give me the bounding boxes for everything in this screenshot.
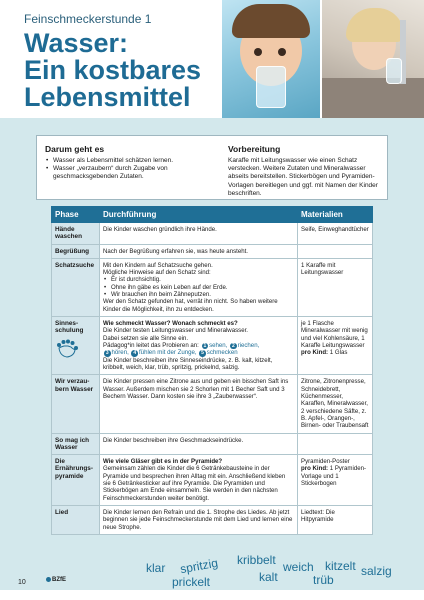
title-line-2: Ein kostbares — [24, 55, 202, 85]
hint-item: • Wir brauchen ihn beim Zähneputzen. — [103, 291, 294, 298]
senses-intro: Pädagog*in leitet das Probieren an: — [103, 341, 199, 349]
table-row — [52, 223, 373, 245]
table-row — [52, 375, 373, 433]
sense-number: 3 — [105, 350, 109, 357]
word-prickelt: prickelt — [172, 575, 211, 589]
materials-cell — [298, 316, 373, 374]
procedure-line: Dabei setzen sie alle Sinne ein. — [103, 334, 189, 342]
title-line-1: Wasser: — [24, 28, 129, 58]
logo-text: BZfE — [52, 577, 66, 584]
procedure-hints-intro: Mögliche Hinweise auf den Schatz sind: — [103, 269, 211, 277]
procedure-cell: Die Kinder waschen gründlich ihre Hände. — [100, 223, 298, 245]
publisher-logo — [46, 577, 66, 583]
procedure-cell: Nach der Begrüßung erfahren sie, was heute ansteht. — [100, 244, 298, 258]
table-row — [52, 316, 373, 374]
materials-cell: Liedtext: Die Hitpyramide — [298, 505, 373, 534]
phase-cell: Lied — [52, 505, 100, 534]
procedure-cell: Die Kinder beschreiben ihre Geschmackseindrücke. — [100, 433, 298, 455]
word-kalt: kalt — [259, 570, 278, 584]
photo-child-at-tap — [322, 0, 424, 118]
header-phase: Phase — [52, 207, 100, 223]
word-salzig: salzig — [361, 564, 392, 578]
hint-item: • Ohne ihn gäbe es kein Leben auf der Erde. — [103, 284, 294, 291]
goals-section — [45, 144, 215, 182]
hints-list — [103, 276, 294, 298]
sense-taste: schmecken — [206, 349, 238, 357]
header-procedure: Durchführung — [100, 207, 298, 223]
preparation-heading: Vorbereitung — [228, 144, 281, 154]
procedure-line: Die Kinder testen Leitungswasser und Mineralwasser. — [103, 327, 248, 335]
materials-per-child: pro Kind: — [301, 349, 329, 357]
procedure-closing: Wer den Schatz gefunden hat, verrät ihn nicht. So haben weitere Kinder die Möglichkeit, ihn zu entdecken. — [103, 298, 278, 313]
sense-hear: hören, — [111, 349, 129, 357]
lesson-kicker: Feinschmeckerstunde 1 — [24, 12, 152, 26]
goals-list — [45, 157, 215, 182]
sense-number: 4 — [133, 350, 137, 357]
word-spritzig: spritzig — [179, 555, 219, 577]
title-line-3: Lebensmittel — [24, 82, 191, 112]
sense-number: 2 — [231, 342, 235, 349]
sense-see: sehen, — [209, 341, 228, 349]
procedure-cell — [100, 258, 298, 316]
materials-per-child: pro Kind: — [301, 465, 329, 473]
header-materials: Materialien — [298, 207, 373, 223]
word-kribbelt: kribbelt — [237, 553, 276, 567]
word-weich: weich — [283, 560, 314, 574]
hint-item: • Er ist durchsichtig. — [103, 276, 294, 283]
materials-text: 1 Glas — [329, 349, 348, 357]
phase-cell: Die Ernährungs-pyramide — [52, 455, 100, 506]
procedure-cell — [100, 455, 298, 506]
goal-item: • Wasser „verzaubern“ durch Zugabe von geschmacksgebenden Zutaten. — [45, 165, 215, 181]
hand-icon — [55, 339, 79, 359]
materials-text: Pyramiden-Poster — [301, 458, 350, 466]
materials-cell: 1 Karaffe mit Leitungswasser — [298, 258, 373, 316]
phase-cell — [52, 316, 100, 374]
materials-cell — [298, 433, 373, 455]
photo-child-drinking — [222, 0, 320, 118]
phase-cell: So mag ich Wasser — [52, 433, 100, 455]
phase-cell: Hände waschen — [52, 223, 100, 245]
phase-cell: Begrüßung — [52, 244, 100, 258]
lesson-table — [51, 206, 373, 535]
table-row — [52, 258, 373, 316]
sense-number: 5 — [201, 350, 204, 357]
table-row — [52, 244, 373, 258]
materials-text: je 1 Flasche Mineralwasser mit wenig und viel Kohlensäure, 1 Karaffe Leitungswasser — [301, 319, 368, 349]
senses-line — [103, 342, 294, 350]
sense-smell: riechen, — [237, 341, 260, 349]
phase-cell: Wir verzau-bern Wasser — [52, 375, 100, 433]
sense-number: 1 — [203, 342, 207, 349]
procedure-question: Wie viele Gläser gibt es in der Pyramide? — [103, 458, 223, 466]
senses-line — [103, 349, 294, 357]
table-row — [52, 455, 373, 506]
preparation-section — [228, 144, 384, 198]
materials-cell — [298, 244, 373, 258]
materials-text: 1 Pyramiden-Vorlage und 1 Stickerbogen — [301, 465, 367, 488]
word-klar: klar — [146, 561, 166, 575]
goal-item: • Wasser als Lebensmittel schätzen lernen. — [45, 157, 215, 165]
procedure-cell: Die Kinder pressen eine Zitrone aus und geben ein bisschen Saft ins Wasser. Außerdem mischen sie 2 Schorlen mit 1 Becher Saft und 3 Bechern Wasser. Dann kosten sie ihre 3 „Zauberwasser“. — [100, 375, 298, 433]
logo-mark-icon — [46, 577, 51, 582]
intro-box — [36, 135, 388, 200]
phase-label: Sinnes-schulung — [55, 319, 84, 335]
materials-cell: Zitrone, Zitronenpresse, Schneidebrett, Küchenmesser, Karaffen, Mineralwasser, 2 verschiedene Säfte, z. B. Apfel-, Orangen-, Birnen- oder Traubensaft — [298, 375, 373, 433]
procedure-lead: Mit den Kindern auf Schatzsuche gehen. — [103, 261, 213, 269]
table-row — [52, 505, 373, 534]
word-trueb: trüb — [313, 573, 334, 587]
preparation-text: Karaffe mit Leitungswasser wie einen Schatz verstecken. Weitere Zutaten und Mineralwasser abseits bereitstellen. Stickerbögen und Pyramiden-Vorlagen bereitlegen und ggf. mit Namen der Kinder beschriften. — [228, 157, 378, 197]
page-number: 10 — [18, 579, 26, 586]
page-header — [0, 0, 424, 118]
procedure-question: Wie schmeckt Wasser? Wonach schmeckt es? — [103, 319, 238, 327]
procedure-line: Gemeinsam zählen die Kinder die 6 Getränkebausteine in der Pyramide und besprechen ihren Alltag mit ein. Anschließend kleben sie 6 Getränkesticker auf ihre Pyramide. Die Pyramiden und Stickerbögen am Ende einsammeln. Sie werden in den nächsten Feinschmeckerstunden weiter benötigt. — [103, 465, 286, 502]
procedure-cell — [100, 316, 298, 374]
phase-cell: Schatzsuche — [52, 258, 100, 316]
procedure-line: Die Kinder beschreiben ihre Sinneseindrücke, z. B. kalt, kitzelt, kribbelt, weich, klar, trüb, spritzig, prickelnd, salzig. — [103, 356, 273, 372]
procedure-cell: Die Kinder lernen den Refrain und die 1. Strophe des Liedes. Ab jetzt beginnen sie jede Feinschmeckerstunde mit dem Lied und lernen eine neue Strophe. — [100, 505, 298, 534]
goals-heading: Darum geht es — [45, 144, 105, 154]
table-header-row — [52, 207, 373, 223]
table-row — [52, 433, 373, 455]
word-kitzelt: kitzelt — [325, 559, 356, 573]
sense-feel: fühlen mit der Zunge, — [138, 349, 197, 357]
materials-cell: Seife, Einweghandtücher — [298, 223, 373, 245]
materials-cell — [298, 455, 373, 506]
page-title — [24, 30, 201, 111]
